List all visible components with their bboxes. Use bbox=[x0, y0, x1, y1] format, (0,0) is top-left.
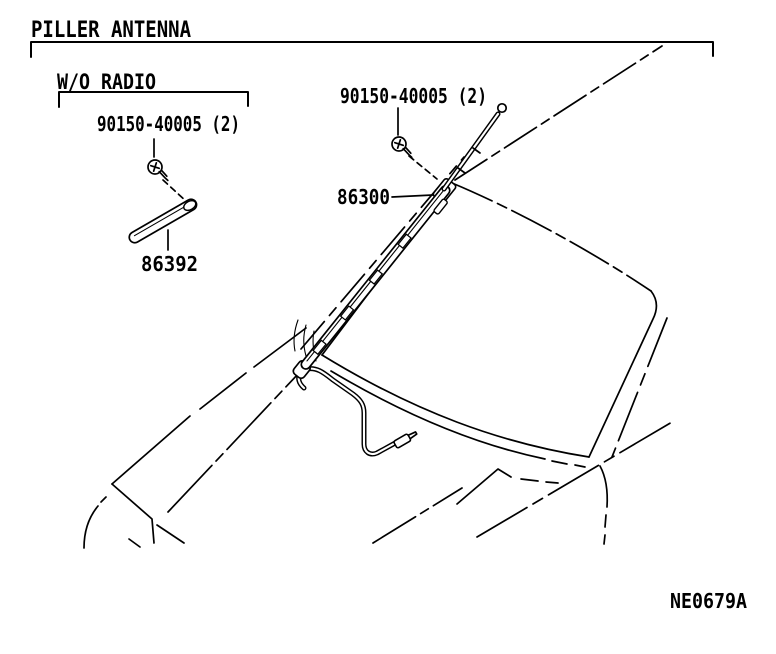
wo-radio-bracket bbox=[59, 92, 248, 107]
roof-line bbox=[455, 46, 662, 180]
part-number-screw-left: 90150-40005 (2) bbox=[97, 112, 240, 136]
hood-rear-line bbox=[373, 488, 462, 543]
door-cut-line bbox=[600, 466, 607, 507]
drawing-code: NE0679A bbox=[670, 589, 747, 613]
diagram-title: PILLER ANTENNA bbox=[31, 18, 191, 43]
right-pillar-line bbox=[612, 318, 667, 457]
antenna-ornament-drawing bbox=[127, 197, 198, 245]
wo-radio-group-label: W/O RADIO bbox=[57, 70, 156, 94]
antenna-cable bbox=[299, 369, 418, 454]
cowl-line bbox=[457, 469, 511, 504]
title-bracket bbox=[31, 42, 713, 57]
mast-tip-ball bbox=[498, 104, 506, 112]
screw-icon-left bbox=[148, 160, 168, 180]
antenna-mast bbox=[444, 104, 506, 189]
part-number-screw-main: 90150-40005 (2) bbox=[340, 84, 487, 108]
part-number-antenna-ornament: 86392 bbox=[141, 252, 198, 276]
part-number-antenna-assy: 86300 bbox=[337, 185, 390, 209]
fender-corner bbox=[84, 484, 184, 548]
hood-edge bbox=[112, 328, 306, 512]
screw-icon-main bbox=[392, 137, 412, 157]
windshield bbox=[322, 183, 657, 467]
cable-connector-icon bbox=[393, 430, 418, 449]
